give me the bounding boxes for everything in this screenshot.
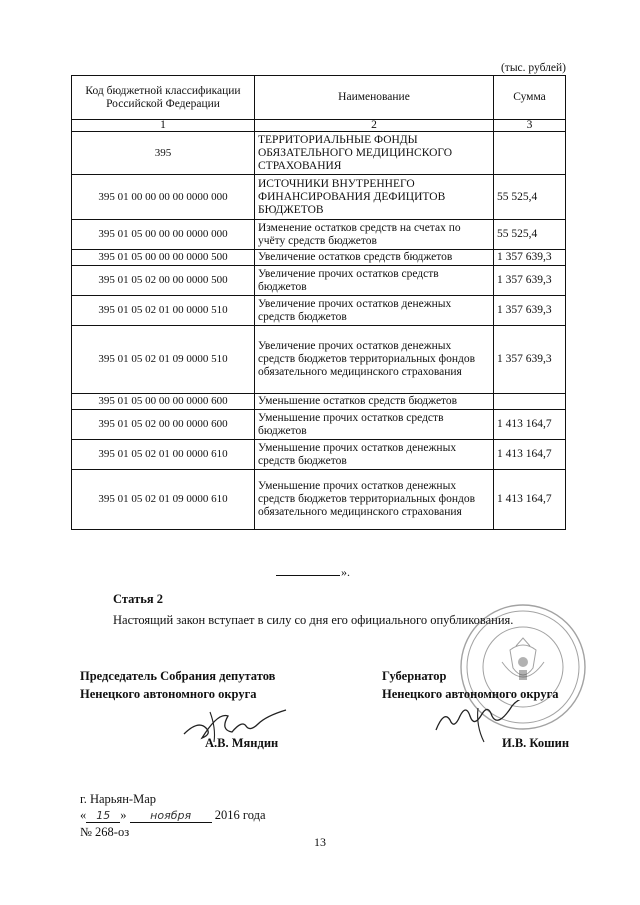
column-number: 3 bbox=[494, 120, 566, 132]
row-name: Увеличение прочих остатков средств бюджетов bbox=[255, 266, 494, 296]
law-number: № 268-оз bbox=[80, 825, 130, 839]
row-sum: 55 525,4 bbox=[494, 220, 566, 250]
row-sum: 55 525,4 bbox=[494, 175, 566, 220]
row-sum: 1 413 164,7 bbox=[494, 470, 566, 530]
row-name: Увеличение остатков средств бюджетов bbox=[255, 250, 494, 266]
column-number-row bbox=[72, 120, 566, 132]
row-sum: 1 357 639,3 bbox=[494, 296, 566, 326]
left-title-line: Председатель Собрания депутатов bbox=[80, 669, 276, 683]
date-open-quote: « bbox=[80, 808, 87, 822]
row-code: 395 bbox=[72, 132, 255, 175]
row-name: Уменьшение прочих остатков денежных средств бюджетов территориальных фондов обязательного медицинского страхования bbox=[255, 470, 494, 530]
table-row bbox=[72, 470, 566, 530]
place-of-signing: г. Нарьян-Мар bbox=[80, 792, 157, 806]
closing-line bbox=[276, 575, 340, 576]
table-row bbox=[72, 175, 566, 220]
date-close-quote: » bbox=[120, 808, 127, 822]
row-code: 395 01 05 02 00 00 0000 500 bbox=[72, 266, 255, 296]
table-row bbox=[72, 394, 566, 410]
table-row bbox=[72, 440, 566, 470]
row-code: 395 01 05 02 00 00 0000 600 bbox=[72, 410, 255, 440]
left-title-line: Ненецкого автономного округа bbox=[80, 687, 257, 701]
row-sum: 1 357 639,3 bbox=[494, 266, 566, 296]
table-row bbox=[72, 326, 566, 394]
row-code: 395 01 05 00 00 00 0000 500 bbox=[72, 250, 255, 266]
table-row bbox=[72, 132, 566, 175]
right-title-line: Ненецкого автономного округа bbox=[382, 687, 559, 701]
row-name: Уменьшение остатков средств бюджетов bbox=[255, 394, 494, 410]
row-code: 395 01 05 02 01 00 0000 610 bbox=[72, 440, 255, 470]
table-header-row bbox=[72, 76, 566, 120]
row-name: ТЕРРИТОРИАЛЬНЫЕ ФОНДЫ ОБЯЗАТЕЛЬНОГО МЕДИЦИНСКОГО СТРАХОВАНИЯ bbox=[255, 132, 494, 175]
article-title: Статья 2 bbox=[113, 592, 163, 606]
row-code: 395 01 05 02 01 00 0000 510 bbox=[72, 296, 255, 326]
header-name: Наименование bbox=[255, 76, 494, 120]
row-sum bbox=[494, 132, 566, 175]
right-signatory-name: И.В. Кошин bbox=[502, 736, 570, 750]
closing-quote: ». bbox=[341, 565, 350, 579]
page-number: 13 bbox=[314, 835, 326, 849]
row-code: 395 01 00 00 00 00 0000 000 bbox=[72, 175, 255, 220]
left-signatory-title bbox=[80, 667, 275, 703]
row-name: Уменьшение прочих остатков средств бюджетов bbox=[255, 410, 494, 440]
column-number: 2 bbox=[255, 120, 494, 132]
row-name: Уменьшение прочих остатков денежных средств бюджетов bbox=[255, 440, 494, 470]
budget-sources-table bbox=[71, 75, 566, 530]
table-closing-mark bbox=[276, 565, 350, 580]
right-title-line: Губернатор bbox=[382, 669, 447, 683]
units-note: (тыс. рублей) bbox=[500, 62, 566, 74]
table-row bbox=[72, 296, 566, 326]
row-sum bbox=[494, 394, 566, 410]
row-name: Увеличение прочих остатков денежных средств бюджетов bbox=[255, 296, 494, 326]
row-code: 395 01 05 02 01 09 0000 510 bbox=[72, 326, 255, 394]
row-sum: 1 357 639,3 bbox=[494, 326, 566, 394]
date-day: 15 bbox=[86, 809, 120, 823]
row-code: 395 01 05 02 01 09 0000 610 bbox=[72, 470, 255, 530]
table-row bbox=[72, 220, 566, 250]
table-row bbox=[72, 266, 566, 296]
row-name: Увеличение прочих остатков денежных средств бюджетов территориальных фондов обязательного медицинского страхования bbox=[255, 326, 494, 394]
column-number: 1 bbox=[72, 120, 255, 132]
table-row bbox=[72, 250, 566, 266]
right-signatory-title bbox=[382, 667, 559, 703]
header-sum: Сумма bbox=[494, 76, 566, 120]
row-code: 395 01 05 00 00 00 0000 600 bbox=[72, 394, 255, 410]
table-row bbox=[72, 410, 566, 440]
row-sum: 1 357 639,3 bbox=[494, 250, 566, 266]
row-code: 395 01 05 00 00 00 0000 000 bbox=[72, 220, 255, 250]
row-sum: 1 413 164,7 bbox=[494, 440, 566, 470]
signing-date bbox=[80, 808, 266, 823]
left-signatory-name: А.В. Мяндин bbox=[205, 736, 279, 750]
article-text: Настоящий закон вступает в силу со дня его официального опубликования. bbox=[113, 613, 514, 627]
date-year: 2016 года bbox=[214, 808, 266, 822]
date-month: ноября bbox=[130, 809, 212, 823]
row-name: Изменение остатков средств на счетах по учёту средств бюджетов bbox=[255, 220, 494, 250]
row-sum: 1 413 164,7 bbox=[494, 410, 566, 440]
row-name: ИСТОЧНИКИ ВНУТРЕННЕГО ФИНАНСИРОВАНИЯ ДЕФИЦИТОВ БЮДЖЕТОВ bbox=[255, 175, 494, 220]
header-code: Код бюджетной классификации Российской Федерации bbox=[72, 76, 255, 120]
